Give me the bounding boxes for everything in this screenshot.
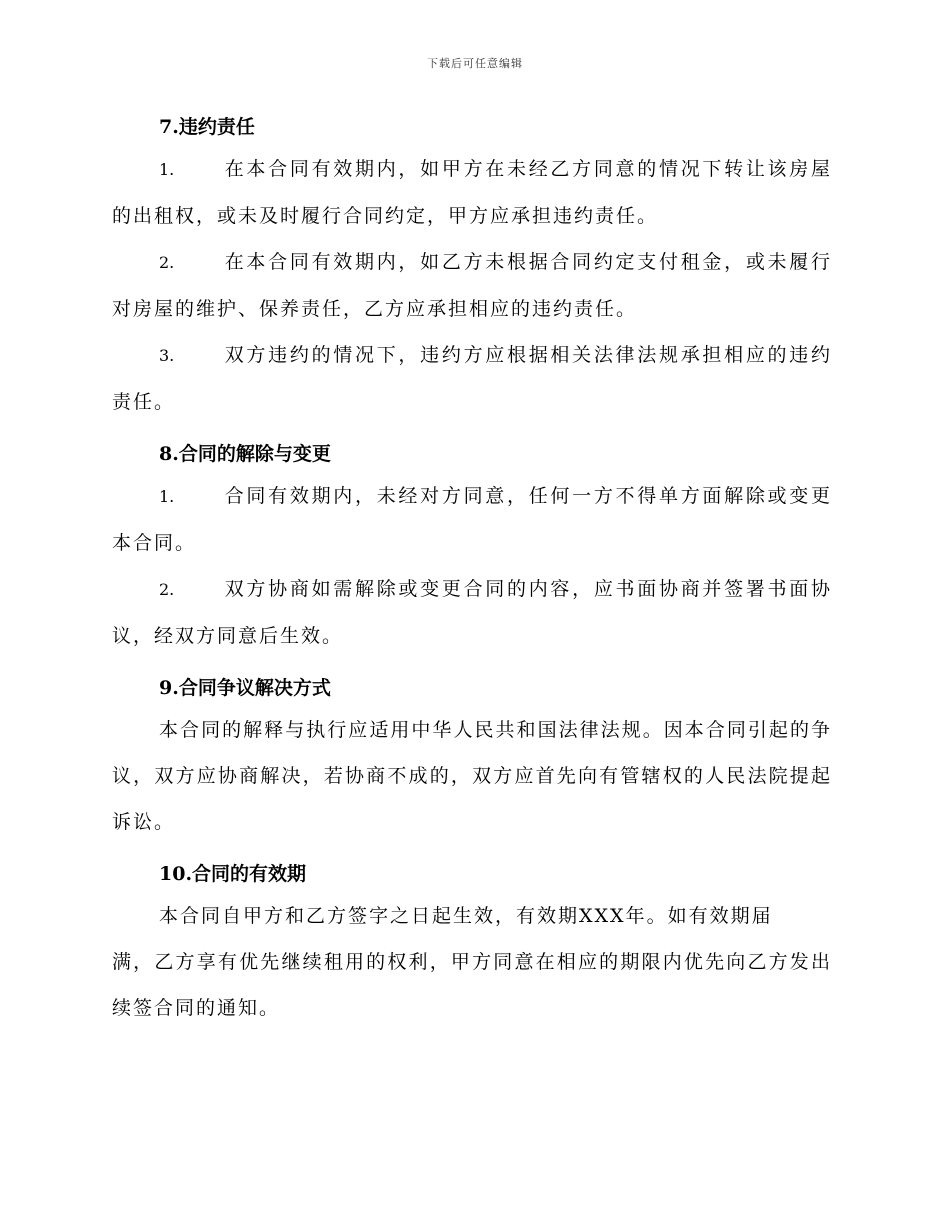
section-10-paragraph-line-1: 本合同自甲方和乙方签字之日起生效，有效期XXX年。如有效期届 [159, 905, 773, 927]
section-8-title: 8.合同的解除与变更 [159, 443, 331, 465]
section-7-item-2 [112, 239, 832, 332]
item-text: 在本合同有效期内，如甲方在未经乙方同意的情况下转让该房屋的出租权，或未及时履行合同约定，甲方应承担违约责任。 [112, 158, 832, 227]
item-number: 1. [159, 487, 175, 506]
section-8-item-2 [112, 566, 832, 659]
section-10-title: 10.合同的有效期 [159, 863, 307, 885]
section-9-title: 9.合同争议解决方式 [159, 677, 331, 699]
item-number: 2. [159, 253, 175, 272]
section-8-item-1 [112, 473, 832, 566]
item-number: 3. [159, 346, 175, 365]
page-header: 下载后可任意编辑 [427, 57, 523, 70]
item-number: 2. [159, 580, 175, 599]
item-number: 1. [159, 160, 175, 179]
section-10-paragraph-line-2: 满，乙方享有优先继续租用的权利，甲方同意在相应的期限内优先向乙方发出续签合同的通知。 [112, 951, 832, 1019]
document-body [112, 110, 832, 1031]
section-7-item-3 [112, 332, 832, 425]
item-text: 双方违约的情况下，违约方应根据相关法律法规承担相应的违约责任。 [112, 344, 832, 413]
item-text: 合同有效期内，未经对方同意，任何一方不得单方面解除或变更本合同。 [112, 485, 832, 554]
section-7-title: 7.违约责任 [159, 116, 255, 138]
section-7-item-1 [112, 146, 832, 239]
item-text: 在本合同有效期内，如乙方未根据合同约定支付租金，或未履行对房屋的维护、保养责任，乙方应承担相应的违约责任。 [112, 251, 832, 320]
item-text: 双方协商如需解除或变更合同的内容，应书面协商并签署书面协议，经双方同意后生效。 [112, 578, 832, 647]
section-9-paragraph: 本合同的解释与执行应适用中华人民共和国法律法规。因本合同引起的争议，双方应协商解决，若协商不成的，双方应首先向有管辖权的人民法院提起诉讼。 [112, 719, 832, 833]
